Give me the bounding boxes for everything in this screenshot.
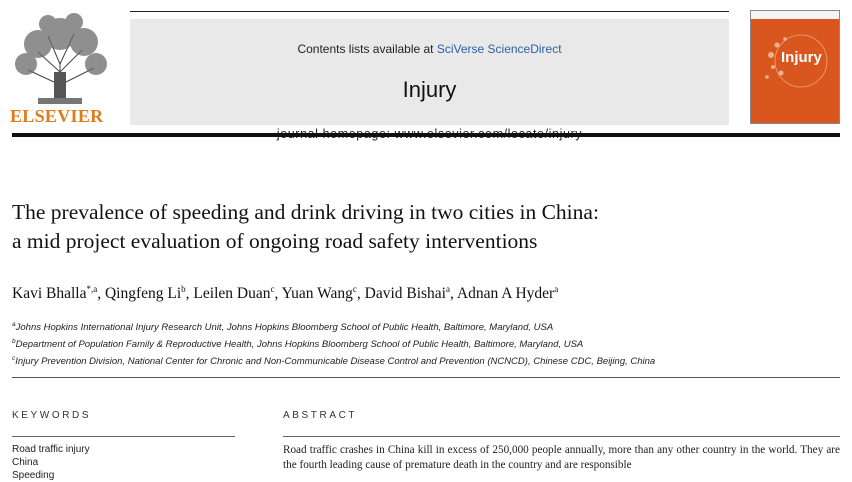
author[interactable]: Qingfeng Li$^b$ (104, 284, 186, 303)
affiliation: $^c$Injury Prevention Division, National Center for Chronic and Non-Communicable Disease Control and Prevention (NCNCD), Chinese CDC, Beijing, China (12, 355, 656, 368)
contents-prefix: Contents lists available at (297, 42, 437, 56)
affiliation: $^b$Department of Population Family & Reproductive Health, Johns Hopkins Bloomberg School of Public Health, Baltimore, Maryland, USA (12, 338, 584, 351)
abstract-rule (283, 436, 840, 437)
header-top-rule (130, 11, 729, 12)
keyword: China (12, 457, 39, 468)
author[interactable]: Adnan A Hyder$^a$ (456, 284, 559, 303)
affiliation: $^a$Johns Hopkins International Injury Research Unit, Johns Hopkins Bloomberg School of Public Health, Baltimore, Maryland, USA (12, 321, 554, 334)
sciencedirect-link[interactable]: SciVerse ScienceDirect (436, 42, 562, 56)
keywords-list (12, 443, 90, 482)
journal-cover (750, 10, 840, 124)
contents-line (130, 42, 729, 56)
keyword: Road traffic injury (12, 444, 90, 455)
journal-banner (130, 19, 729, 125)
author-list: Kavi Bhalla$^{*,a}$, Qingfeng Li$^b$, Leilen Duan$^c$, Yuan Wang$^c$, David Bishai$^a$, Adnan A Hyder$^a$ (12, 284, 559, 303)
keywords-rule (12, 436, 235, 437)
article-title (12, 198, 832, 256)
journal-cover-icon (751, 11, 839, 123)
article-title-line-2: a mid project evaluation of ongoing road safety interventions (12, 229, 538, 253)
journal-title: Injury (402, 77, 457, 102)
affiliation-list (12, 318, 655, 369)
author[interactable]: Yuan Wang$^c$ (281, 284, 357, 303)
abstract-heading: ABSTRACT (283, 410, 358, 421)
keyword: Speeding (12, 470, 55, 481)
author[interactable]: Kavi Bhalla$^{*,a}$ (12, 284, 98, 303)
publisher-logo-text: ELSEVIER (10, 106, 104, 126)
author[interactable]: David Bishai$^a$ (364, 284, 450, 303)
section-divider (12, 377, 840, 378)
cover-journal-word: Injury (781, 49, 822, 66)
abstract-text: Road traffic crashes in China kill in excess of 250,000 people annually, more than any other country in the world. They are the fourth leading cause of premature death in the country and are responsible (283, 444, 840, 471)
keywords-heading: KEYWORDS (12, 410, 92, 421)
header-bottom-rule (12, 133, 840, 137)
article-title-line-1: The prevalence of speeding and drink driving in two cities in China: (12, 200, 599, 224)
elsevier-tree-icon (8, 12, 112, 108)
author[interactable]: Leilen Duan$^c$ (193, 284, 275, 303)
